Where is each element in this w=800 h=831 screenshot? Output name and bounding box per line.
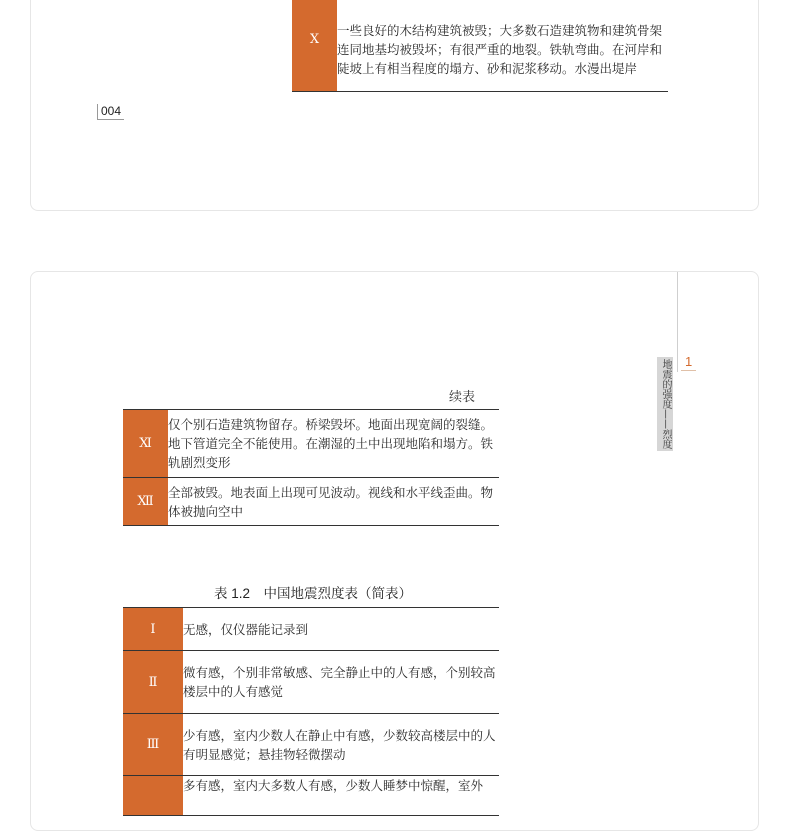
intensity-description-cell: 一些良好的木结构建筑被毁；大多数石造建筑物和建筑骨架连同地基均被毁坏；有很严重的地裂。铁轨弯曲。在河岸和陡坡上有相当程度的塌方、砂和泥浆移动。水漫出堤岸 [337, 22, 663, 76]
intensity-level-cell: Ⅰ [123, 608, 183, 651]
intensity-table-continued [123, 409, 499, 526]
intensity-level-cell: Ⅻ [123, 478, 168, 526]
intensity-level-cell: Ⅱ [123, 651, 183, 714]
intensity-level-cell: Ⅺ [123, 410, 168, 478]
intensity-description-cell: 微有感，个别非常敏感、完全静止中的人有感，个别较高楼层中的人有感觉 [183, 665, 496, 699]
margin-divider [677, 272, 678, 372]
table-row [123, 608, 499, 651]
chapter-title-vertical: 地震的强度——烈度 [657, 357, 673, 451]
table-row [123, 651, 499, 714]
table-row [123, 478, 499, 526]
intensity-description-cell: 无感，仅仪器能记录到 [183, 621, 309, 637]
intensity-table-continued-top [292, 0, 668, 92]
table-row [292, 0, 668, 91]
intensity-level-cell: Ⅹ [292, 0, 337, 91]
intensity-level-cell [123, 776, 183, 816]
table-row [123, 776, 499, 816]
bottom-page [30, 271, 759, 831]
intensity-description-cell: 多有感，室内大多数人有感，少数人睡梦中惊醒，室外 [183, 778, 484, 793]
china-intensity-table [123, 607, 499, 816]
intensity-level-cell: Ⅲ [123, 714, 183, 776]
table-row [123, 714, 499, 776]
continued-label: 续表 [449, 390, 476, 405]
intensity-description-cell: 少有感，室内少数人在静止中有感，少数较高楼层中的人有明显感觉；悬挂物轻微摆动 [183, 727, 496, 762]
page-number: 004 [97, 104, 124, 120]
chapter-number: 1 [681, 354, 696, 371]
intensity-description-cell: 全部被毁。地表面上出现可见波动。视线和水平线歪曲。物体被抛向空中 [168, 484, 494, 519]
table-caption: 表 1.2 中国地震烈度表（简表） [214, 586, 413, 601]
top-page [30, 0, 759, 211]
intensity-description-cell: 仅个别石造建筑物留存。桥梁毁坏。地面出现宽阔的裂缝。地下管道完全不能使用。在潮湿的土中出现地陷和塌方。铁轨剧烈变形 [168, 417, 494, 470]
table-row [123, 410, 499, 478]
